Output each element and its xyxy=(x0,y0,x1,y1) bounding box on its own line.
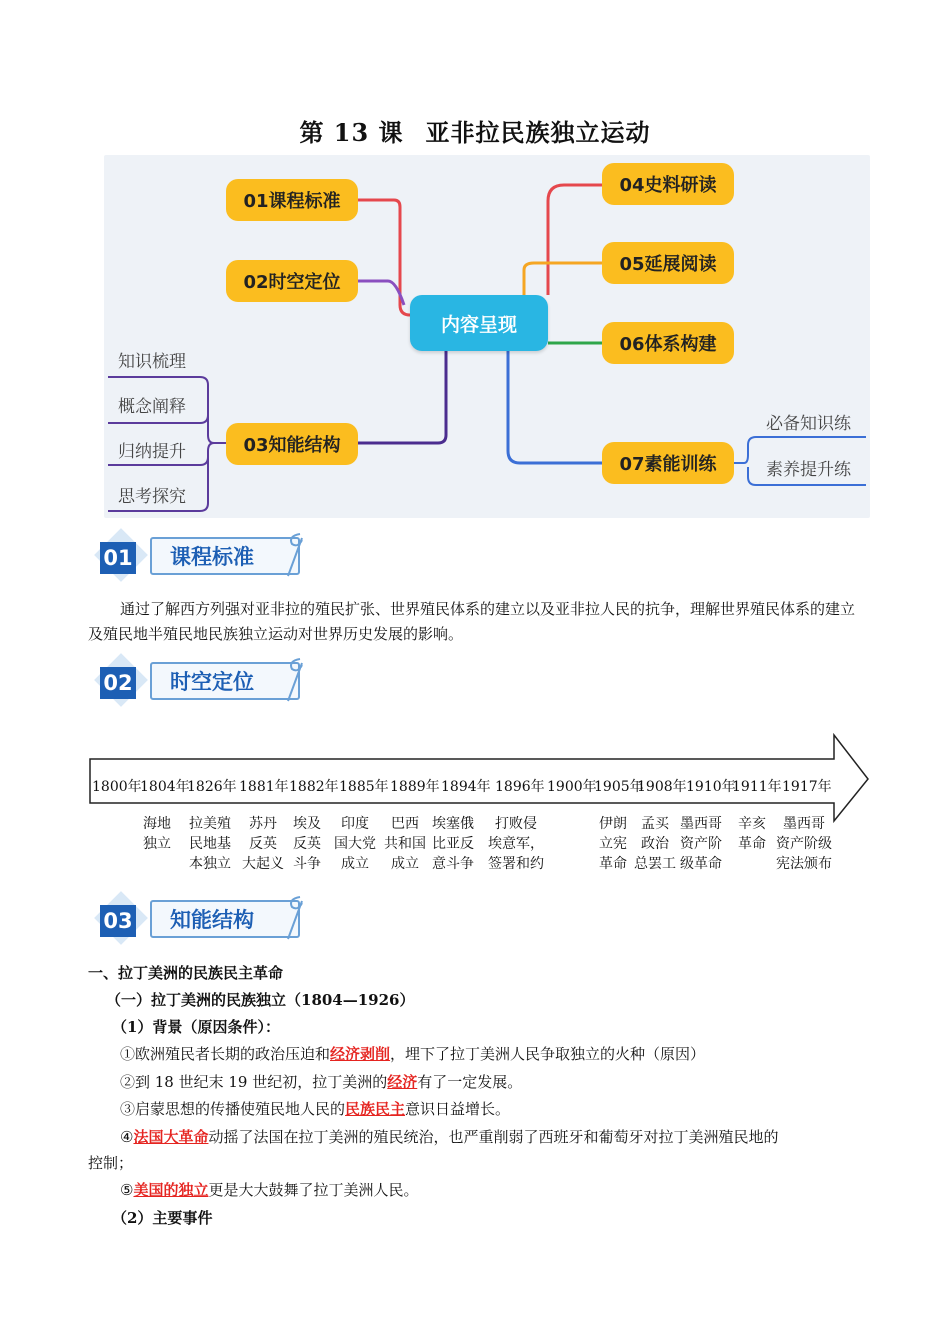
section-label: 课程标准 xyxy=(150,537,300,575)
timeline-year: 1900年 xyxy=(547,779,597,795)
timeline-year: 1917年 xyxy=(782,779,832,795)
timeline-event: 苏丹 反英 大起义 xyxy=(242,816,284,872)
curl-decor-icon xyxy=(278,893,308,943)
mm-center-node: 内容呈现 xyxy=(410,295,548,351)
timeline-event: 埃塞俄 比亚反 意斗争 xyxy=(432,816,474,872)
timeline-year: 1908年 xyxy=(637,779,687,795)
timeline-event: 墨西哥 资产阶 级革命 xyxy=(680,816,722,872)
mm-node-06: 06体系构建 xyxy=(602,322,734,364)
mm-node-01: 01课程标准 xyxy=(226,179,358,221)
timeline-event: 墨西哥 资产阶级 宪法颁布 xyxy=(776,816,832,872)
timeline-year: 1905年 xyxy=(594,779,644,795)
timeline-event: 海地 独立 xyxy=(143,816,171,852)
section-header-03 xyxy=(98,893,313,949)
mm-leaf-essential: 必备知识练 xyxy=(766,414,851,434)
section-number: 01 xyxy=(100,542,136,574)
timeline-year: 1911年 xyxy=(732,779,782,795)
background-item-3: ③启蒙思想的传播使殖民地人民的民族民主意识日益增长。 xyxy=(120,1100,511,1118)
timeline-year: 1804年 xyxy=(140,779,190,795)
mm-node-07: 07素能训练 xyxy=(602,442,734,484)
mm-node-03: 03知能结构 xyxy=(226,423,358,465)
page-title xyxy=(0,113,950,148)
heading-background: （1）背景（原因条件）： xyxy=(112,1018,280,1036)
mm-leaf-concept: 概念阐释 xyxy=(118,397,186,417)
mm-leaf-summary: 归纳提升 xyxy=(118,442,186,462)
heading-level2: （一）拉丁美洲的民族独立（1804—1926） xyxy=(106,991,415,1009)
timeline-year: 1910年 xyxy=(686,779,736,795)
timeline-event: 辛亥 革命 xyxy=(738,816,766,852)
lesson-number: 第 13 课 xyxy=(299,118,404,147)
timeline-year: 1826年 xyxy=(187,779,237,795)
timeline-year: 1889年 xyxy=(390,779,440,795)
heading-level1: 一、拉丁美洲的民族民主革命 xyxy=(88,964,284,982)
timeline-event: 印度 国大党 成立 xyxy=(334,816,376,872)
background-item-4-cont: 控制； xyxy=(88,1154,134,1172)
background-item-5: ⑤美国的独立更是大大鼓舞了拉丁美洲人民。 xyxy=(120,1181,419,1199)
background-item-4: ④法国大革命动摇了法国在拉丁美洲的殖民统治，也严重削弱了西班牙和葡萄牙对拉丁美洲殖民地的 xyxy=(120,1128,779,1146)
timeline-year: 1885年 xyxy=(339,779,389,795)
section-header-01 xyxy=(98,530,313,586)
section-label: 时空定位 xyxy=(150,662,300,700)
timeline-event: 巴西 共和国 成立 xyxy=(384,816,426,872)
timeline-year: 1882年 xyxy=(289,779,339,795)
mm-leaf-literacy: 素养提升练 xyxy=(766,460,851,480)
mm-leaf-inquiry: 思考探究 xyxy=(118,487,186,507)
content-mindmap xyxy=(104,155,870,518)
curl-decor-icon xyxy=(278,530,308,580)
timeline-year: 1896年 xyxy=(495,779,545,795)
mm-node-04: 04史料研读 xyxy=(602,163,734,205)
background-item-1: ①欧洲殖民者长期的政治压迫和经济剥削，埋下了拉丁美洲人民争取独立的火种（原因） xyxy=(120,1045,706,1063)
timeline-event: 打败侵 埃意军， 签署和约 xyxy=(488,816,544,872)
lesson-name: 亚非拉民族独立运动 xyxy=(425,118,651,147)
section-label: 知能结构 xyxy=(150,900,300,938)
section-number: 02 xyxy=(100,667,136,699)
curriculum-standard-text: 通过了解西方列强对亚非拉的殖民扩张、世界殖民体系的建立以及亚非拉人民的抗争，理解世界殖民体系的建立及殖民地半殖民地民族独立运动对世界历史发展的影响。 xyxy=(88,600,856,643)
timeline-year: 1894年 xyxy=(441,779,491,795)
mm-node-02: 02时空定位 xyxy=(226,260,358,302)
section-header-02 xyxy=(98,655,313,711)
mm-leaf-knowledge: 知识梳理 xyxy=(118,352,186,372)
heading-main-events: （2）主要事件 xyxy=(112,1209,213,1227)
section-number: 03 xyxy=(100,905,136,937)
timeline-year: 1881年 xyxy=(239,779,289,795)
timeline-event: 伊朗 立宪 革命 xyxy=(599,816,627,872)
background-item-2: ②到 18 世纪末 19 世纪初，拉丁美洲的经济有了一定发展。 xyxy=(120,1073,523,1091)
curl-decor-icon xyxy=(278,655,308,705)
timeline-event: 拉美殖 民地基 本独立 xyxy=(189,816,231,872)
timeline-year: 1800年 xyxy=(92,779,142,795)
timeline-event: 埃及 反英 斗争 xyxy=(293,816,321,872)
timeline-event: 孟买 政治 总罢工 xyxy=(634,816,676,872)
mm-node-05: 05延展阅读 xyxy=(602,242,734,284)
